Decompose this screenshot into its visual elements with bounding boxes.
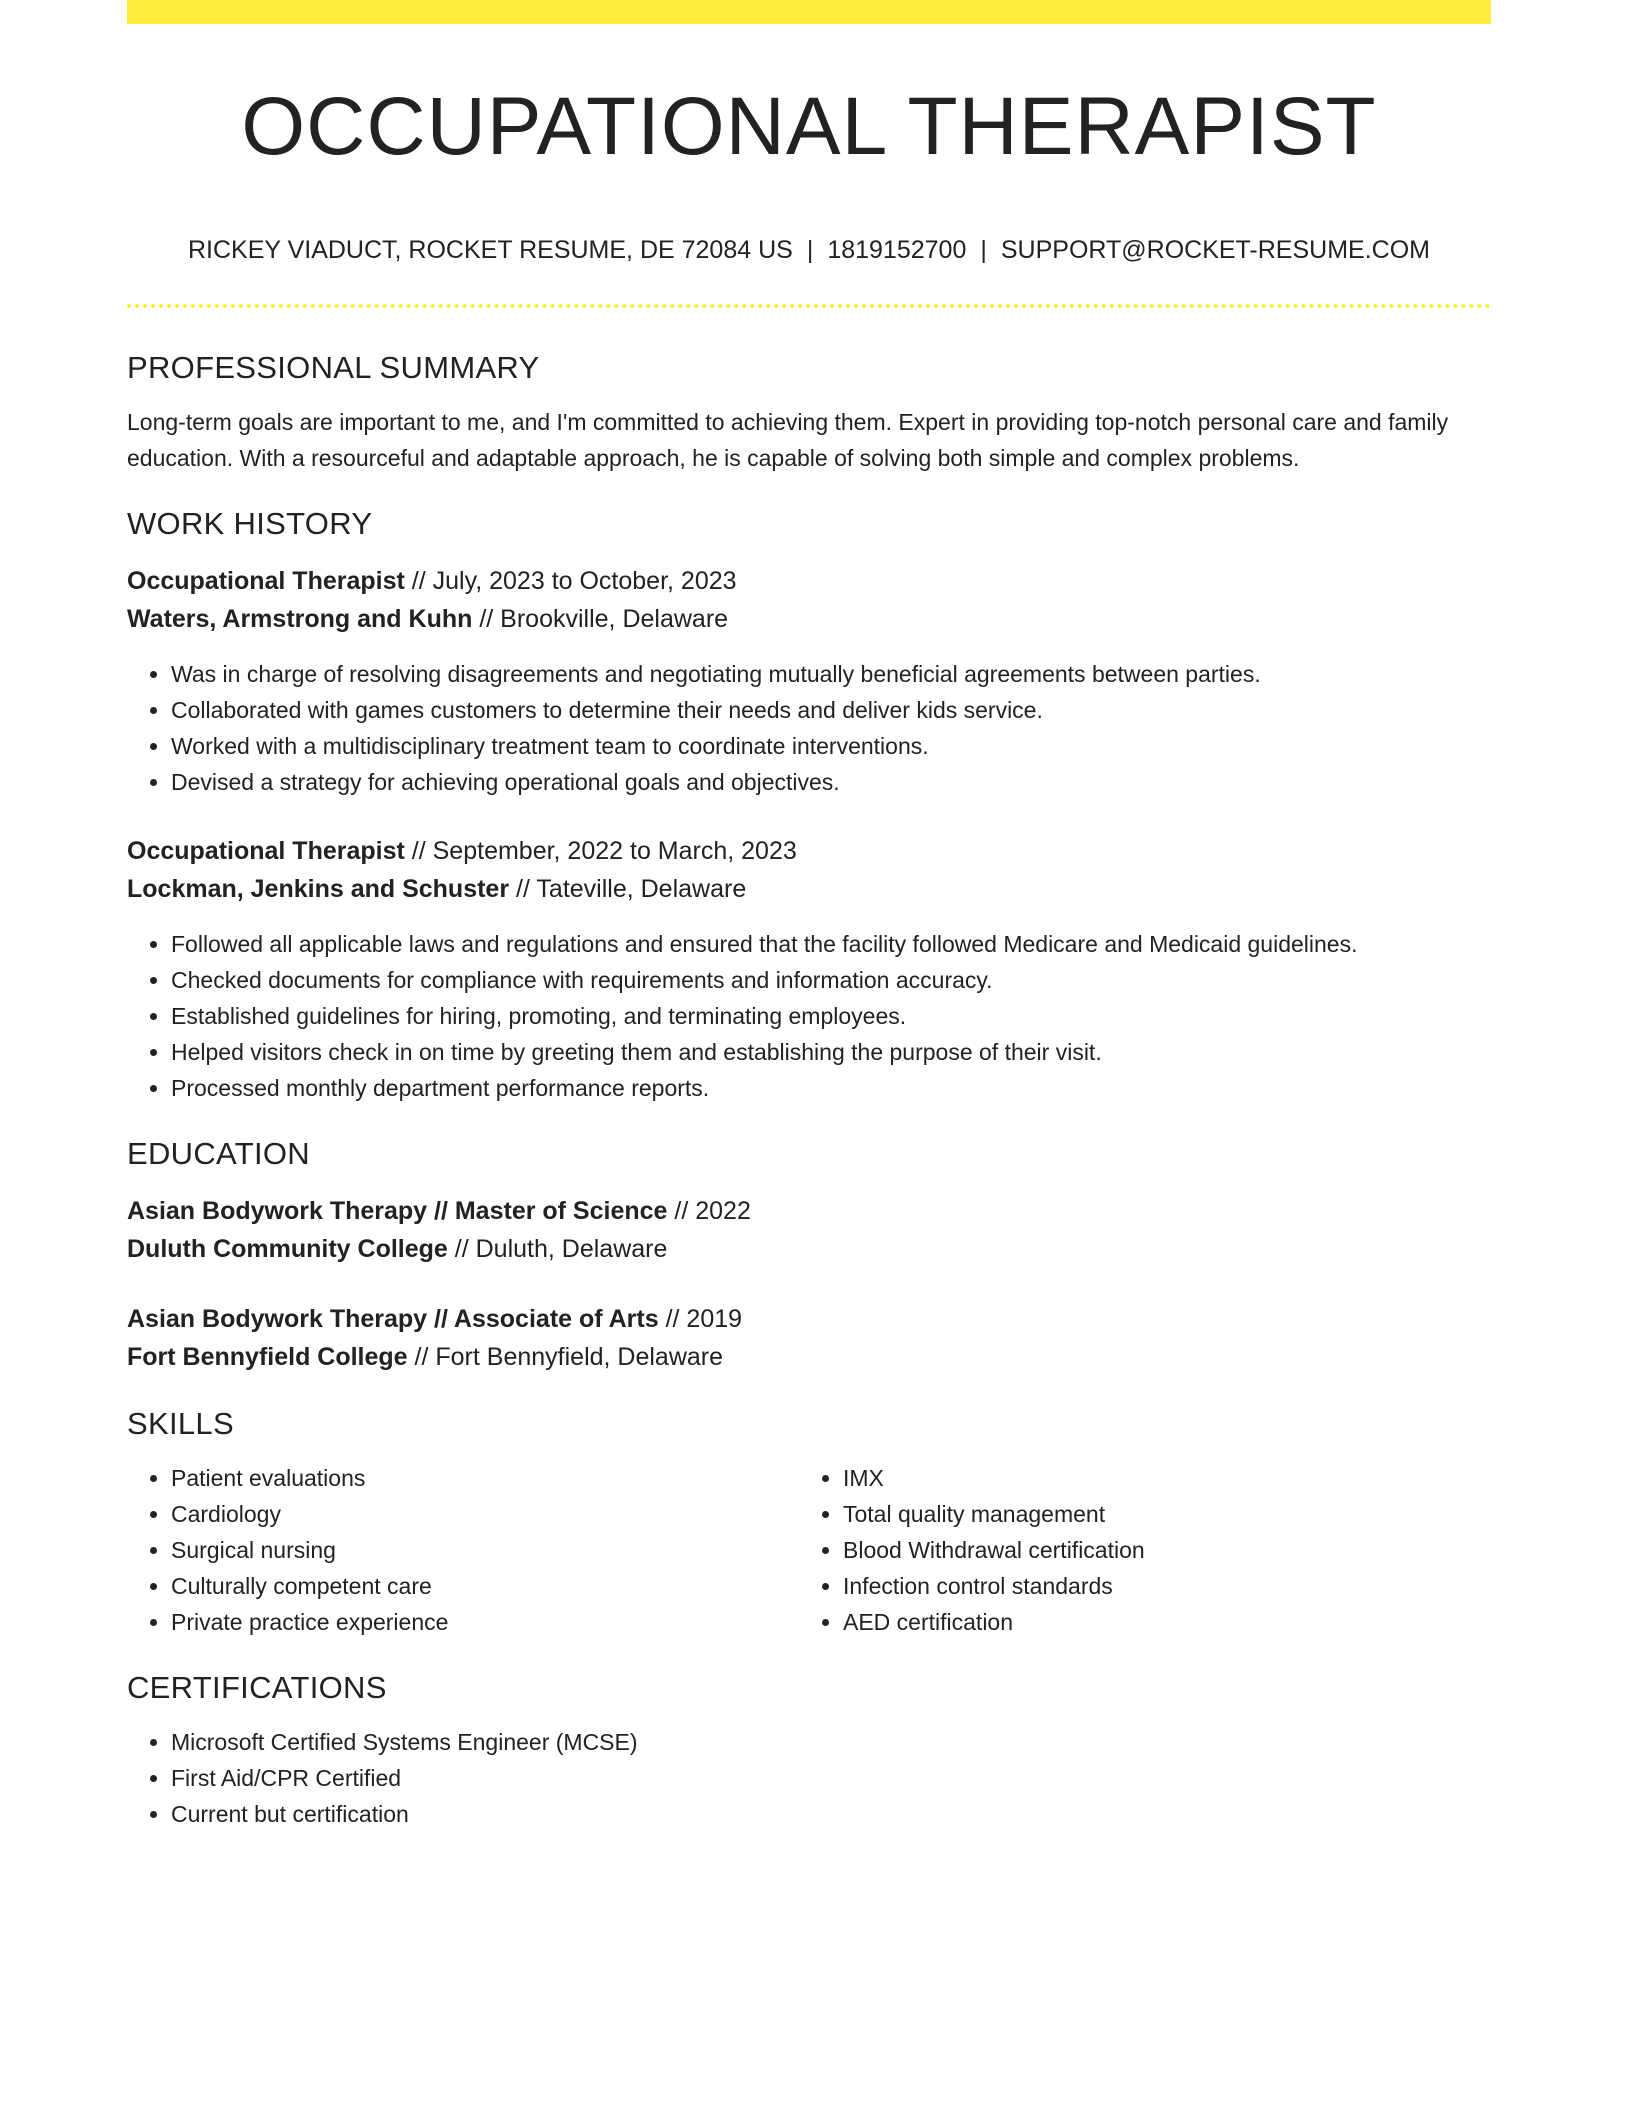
summary-heading: PROFESSIONAL SUMMARY [127, 350, 540, 385]
job-location: // Brookville, Delaware [479, 605, 729, 633]
job-entry [127, 562, 1491, 800]
job-entry [127, 832, 1491, 1106]
education-year: // 2019 [665, 1305, 743, 1333]
phone: 1819152700 [827, 236, 967, 264]
job-title-line [127, 562, 1491, 600]
job-bullet: • Checked documents for compliance with requirements and information accuracy. [171, 962, 1491, 998]
job-bullet: • Was in charge of resolving disagreements and negotiating mutually beneficial agreements between parties. [171, 656, 1491, 692]
job-bullet: • Worked with a multidisciplinary treatment team to coordinate interventions. [171, 728, 1491, 764]
job-company-line [127, 870, 1491, 908]
job-title: Occupational Therapist [127, 567, 405, 595]
education-entry [127, 1300, 1491, 1376]
job-bullet: • Collaborated with games customers to determine their needs and deliver kids service. [171, 692, 1491, 728]
skill-item: • IMX [843, 1460, 1471, 1496]
job-title-line [127, 832, 1491, 870]
education-school: Fort Bennyfield College [127, 1343, 408, 1371]
education-school: Duluth Community College [127, 1235, 448, 1263]
resume-content [127, 350, 1491, 1832]
skill-item: • Culturally competent care [171, 1568, 799, 1604]
skills-heading: SKILLS [127, 1406, 234, 1441]
job-bullet: • Established guidelines for hiring, promoting, and terminating employees. [171, 998, 1491, 1034]
skill-item: • Patient evaluations [171, 1460, 799, 1496]
skill-item: • Private practice experience [171, 1604, 799, 1640]
dotted-divider [127, 304, 1491, 308]
skills-column-right [799, 1460, 1471, 1640]
certification-item: • First Aid/CPR Certified [171, 1760, 1491, 1796]
job-title: Occupational Therapist [127, 837, 405, 865]
education-entry [127, 1192, 1491, 1268]
work-history-heading: WORK HISTORY [127, 506, 373, 541]
job-bullet: • Followed all applicable laws and regulations and ensured that the facility followed Medicare and Medicaid guidelines. [171, 926, 1491, 962]
contact-separator: | [980, 236, 987, 264]
education-degree: Asian Bodywork Therapy // Associate of Arts [127, 1305, 659, 1333]
email: SUPPORT@ROCKET-RESUME.COM [1000, 236, 1430, 264]
education-degree: Asian Bodywork Therapy // Master of Science [127, 1197, 668, 1225]
education-location: // Duluth, Delaware [454, 1235, 668, 1263]
job-bullet: • Helped visitors check in on time by greeting them and establishing the purpose of their visit. [171, 1034, 1491, 1070]
address: RICKEY VIADUCT, ROCKET RESUME, DE 72084 US [188, 236, 793, 264]
job-bullets [127, 926, 1491, 1106]
education-degree-line [127, 1300, 1491, 1338]
job-location: // Tateville, Delaware [516, 875, 747, 903]
job-bullet: • Processed monthly department performance reports. [171, 1070, 1491, 1106]
job-dates: // July, 2023 to October, 2023 [411, 567, 737, 595]
skill-item: • Infection control standards [843, 1568, 1471, 1604]
contact-separator: | [806, 236, 814, 264]
job-company-line [127, 600, 1491, 638]
skill-item: • Total quality management [843, 1496, 1471, 1532]
education-school-line [127, 1230, 1491, 1268]
certification-item: • Microsoft Certified Systems Engineer (MCSE) [171, 1724, 1491, 1760]
skill-item: • Surgical nursing [171, 1532, 799, 1568]
job-bullets [127, 656, 1491, 800]
skills-grid [127, 1460, 1491, 1640]
job-company: Waters, Armstrong and Kuhn [127, 605, 473, 633]
education-degree-line [127, 1192, 1491, 1230]
job-bullet: • Devised a strategy for achieving operational goals and objectives. [171, 764, 1491, 800]
certifications-heading: CERTIFICATIONS [127, 1670, 387, 1705]
contact-line [127, 236, 1491, 265]
accent-bar [127, 0, 1491, 24]
skill-item: • AED certification [843, 1604, 1471, 1640]
certifications-list [127, 1724, 1491, 1832]
certification-item: • Current but certification [171, 1796, 1491, 1832]
education-school-line [127, 1338, 1491, 1376]
job-company: Lockman, Jenkins and Schuster [127, 875, 510, 903]
resume-title: OCCUPATIONAL THERAPIST [241, 81, 1377, 172]
education-heading: EDUCATION [127, 1136, 310, 1171]
job-dates: // September, 2022 to March, 2023 [411, 837, 797, 865]
summary-text: Long-term goals are important to me, and I'm committed to achieving them. Expert in providing top-notch personal care and family education. With a resourceful and adaptable approach, he is capable of solving both simple and complex problems. [127, 409, 1449, 471]
skills-column-left [127, 1460, 799, 1640]
education-location: // Fort Bennyfield, Delaware [414, 1343, 724, 1371]
education-year: // 2022 [674, 1197, 751, 1225]
skill-item: • Blood Withdrawal certification [843, 1532, 1471, 1568]
skill-item: • Cardiology [171, 1496, 799, 1532]
